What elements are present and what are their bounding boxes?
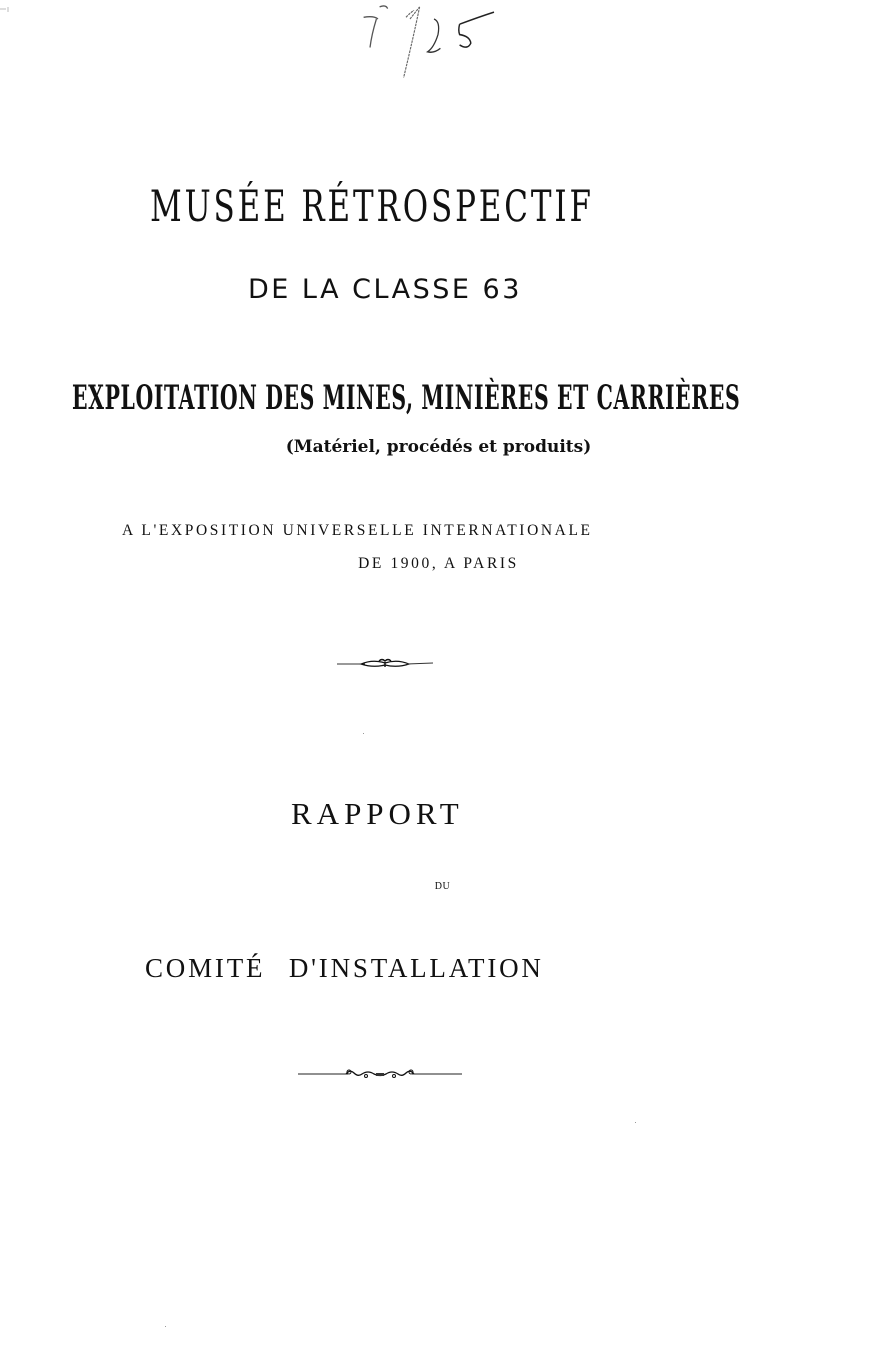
paper-speck: [363, 733, 364, 734]
paper-speck: [635, 1122, 636, 1123]
corner-scan-mark: [0, 0, 14, 6]
class-subtitle: DE LA CLASSE 63: [248, 274, 522, 305]
handwritten-number-icon: [330, 0, 530, 95]
rapport-heading: RAPPORT: [291, 796, 464, 831]
ornament-divider-upper-icon: [335, 655, 435, 673]
exposition-line-1: A L'EXPOSITION UNIVERSELLE INTERNATIONALE: [122, 522, 593, 539]
ornament-divider-lower-icon: [296, 1066, 464, 1082]
section-subheading: (Matériel, procédés et produits): [285, 437, 592, 457]
du-connector: DU: [434, 881, 451, 892]
handwritten-shelf-mark: [330, 0, 530, 95]
section-heading: EXPLOITATION DES MINES, MINIÈRES ET CARRIÈRES: [72, 378, 741, 418]
document-title: MUSÉE RÉTROSPECTIF: [150, 182, 594, 232]
exposition-line-2: DE 1900, A PARIS: [358, 555, 519, 572]
paper-speck: [165, 1326, 166, 1327]
comite-heading: COMITÉ D'INSTALLATION: [145, 953, 544, 983]
